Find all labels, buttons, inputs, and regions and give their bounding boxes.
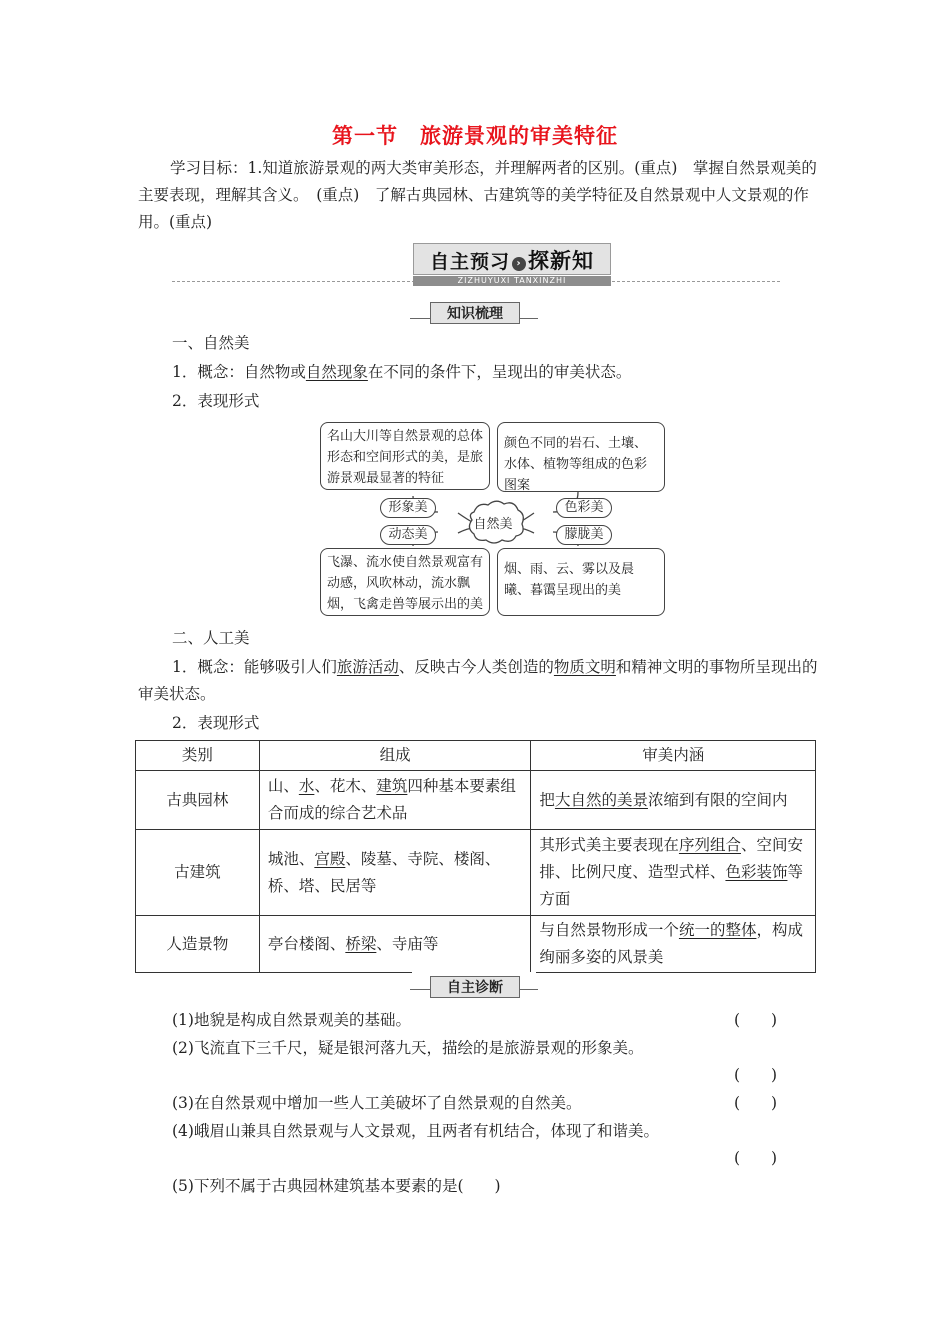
text-span: 浓缩到有限的空间内 <box>647 790 788 809</box>
text-span: 山、 <box>267 777 299 795</box>
text-span: 其形式美主要表现在 <box>539 836 679 854</box>
artificial-concept-u2: 物质文明 <box>553 658 616 676</box>
page-title: 第一节 旅游景观的审美特征 <box>332 123 618 148</box>
table-cell-category: 人造景物 <box>136 916 260 973</box>
artificial-concept <box>138 654 818 708</box>
table-header-cell: 审美内涵 <box>531 741 816 771</box>
question-1: (1)地貌是构成自然景观美的基础。 <box>172 1011 411 1029</box>
diagnosis-label: 自主诊断 <box>430 976 520 998</box>
underlined-span: 序列组合 <box>678 836 741 854</box>
answer-paren-4[interactable]: ( ) <box>734 1149 778 1167</box>
table-cell-composition <box>259 771 531 830</box>
diagram-center-label: 自然美 <box>473 517 513 532</box>
table-cell-composition <box>259 916 531 973</box>
table-cell-aesthetic <box>531 830 816 916</box>
underlined-span: 建筑 <box>376 777 408 795</box>
text-span: 把 <box>539 790 555 809</box>
natural-concept <box>172 359 631 386</box>
table-cell-aesthetic <box>531 771 816 830</box>
arrow-icon: › <box>512 257 526 271</box>
secai-label: 色彩美 <box>556 498 612 518</box>
text-span: 亭台楼阁、 <box>267 934 346 953</box>
xingxiang-box: 名山大川等自然景观的总体形态和空间形式的美，是旅游景观最显著的特征 <box>320 422 490 490</box>
question-5: (5)下列不属于古典园林建筑基本要素的是( ) <box>172 1177 501 1195</box>
artificial-concept-c: 和精神文明的事物所 <box>615 658 756 676</box>
table-header-cell: 组成 <box>259 741 531 771</box>
text-span: 、花木、 <box>314 777 377 795</box>
table-row <box>136 771 816 830</box>
underlined-span: 色彩装饰 <box>725 863 788 881</box>
text-span: ，构成绚丽多姿的风景美 <box>539 921 803 966</box>
artificial-concept-b: 、反映古今人类创造的 <box>398 658 554 676</box>
artificial-concept-a: 1．概念：能够吸引人们 <box>172 658 337 676</box>
underlined-span: 宫殿 <box>314 849 346 868</box>
underlined-span: 桥梁 <box>345 934 377 953</box>
dongtai-label: 动态美 <box>380 525 436 545</box>
text-span: 城池、 <box>267 849 315 868</box>
menglong-label: 朦胧美 <box>556 525 612 545</box>
table-row <box>136 916 816 973</box>
menglong-box: 烟、雨、云、雾以及晨曦、暮霭呈现出的美 <box>497 548 665 616</box>
table-cell-composition <box>259 830 531 916</box>
section-banner-title <box>413 245 611 275</box>
banner-left-text: 自主预习 <box>429 251 510 273</box>
answer-paren-1[interactable]: ( ) <box>734 1011 778 1029</box>
table-cell-category: 古典园林 <box>136 771 260 830</box>
question-2: (2)飞流直下三千尺，疑是银河落九天，描绘的是旅游景观的形象美。 <box>172 1039 644 1057</box>
artificial-forms-table <box>135 740 816 973</box>
text-span: 、空间安排、比例尺度、造型式样、 <box>539 836 803 881</box>
underlined-span: 统一的整体 <box>678 921 757 939</box>
question-3: (3)在自然景观中增加一些人工美破坏了自然景观的自然美。 <box>172 1094 582 1112</box>
answer-paren-2[interactable]: ( ) <box>734 1066 778 1084</box>
natural-concept-pre: 1．概念：自然物或 <box>172 363 306 381</box>
underlined-span: 水 <box>298 777 315 795</box>
table-header-row <box>136 741 816 771</box>
banner-right-text: 探新知 <box>528 249 594 273</box>
natural-forms-heading: 2．表现形式 <box>172 392 260 410</box>
natural-heading: 一、自然美 <box>172 334 250 352</box>
table-cell-category: 古建筑 <box>136 830 260 916</box>
table-header-cell: 类别 <box>136 741 260 771</box>
question-4: (4)峨眉山兼具自然景观与人文景观，且两者有机结合，体现了和谐美。 <box>172 1122 659 1140</box>
natural-concept-underlined: 自然现象 <box>305 363 368 381</box>
objectives-line-3: 观中人文景观的作用。(重点) <box>138 186 809 231</box>
natural-concept-post: 在不同的条件下，呈现出的审美状态。 <box>367 363 632 381</box>
xingxiang-label: 形象美 <box>380 498 436 518</box>
learning-objectives <box>138 155 818 236</box>
text-span: 等方面 <box>539 863 803 908</box>
text-span: 与自然景物形成一个 <box>539 921 679 939</box>
text-span: 、陵墓、寺院、楼阁、桥、塔、民居等 <box>267 849 501 895</box>
text-span: 四种基本要素组合而成的综合艺术品 <box>267 777 516 822</box>
underlined-span: 大自然的美景 <box>554 790 648 809</box>
text-span: 、寺庙等 <box>376 934 439 953</box>
objectives-line-1: 学习目标：1.知道旅游景观的两大类审美形态，并理解两者的区别。(重点) 掌握自然 <box>170 159 755 177</box>
answer-paren-3[interactable]: ( ) <box>734 1094 778 1112</box>
table-row <box>136 830 816 916</box>
objectives-line-2: 景观美的主要表现，理解其含义。 (重点) 了解古典园林、古建筑等的美学特征及自然景 <box>138 159 817 204</box>
dongtai-box: 飞瀑、流水使自然景观富有动感，风吹林动，流水飘烟，飞禽走兽等展示出的美 <box>320 548 490 616</box>
artificial-heading: 二、人工美 <box>172 629 250 647</box>
table-cell-aesthetic <box>531 916 816 973</box>
artificial-concept-line2: 呈现出的审美状态。 <box>138 658 818 703</box>
secai-box: 颜色不同的岩石、土壤、水体、植物等组成的色彩图案 <box>497 422 665 492</box>
banner-subtitle: ZIZHUYUXI TANXINZHI <box>413 276 611 286</box>
artificial-forms-heading: 2．表现形式 <box>172 714 260 732</box>
knowledge-label: 知识梳理 <box>430 302 520 324</box>
artificial-concept-u1: 旅游活动 <box>336 658 399 676</box>
